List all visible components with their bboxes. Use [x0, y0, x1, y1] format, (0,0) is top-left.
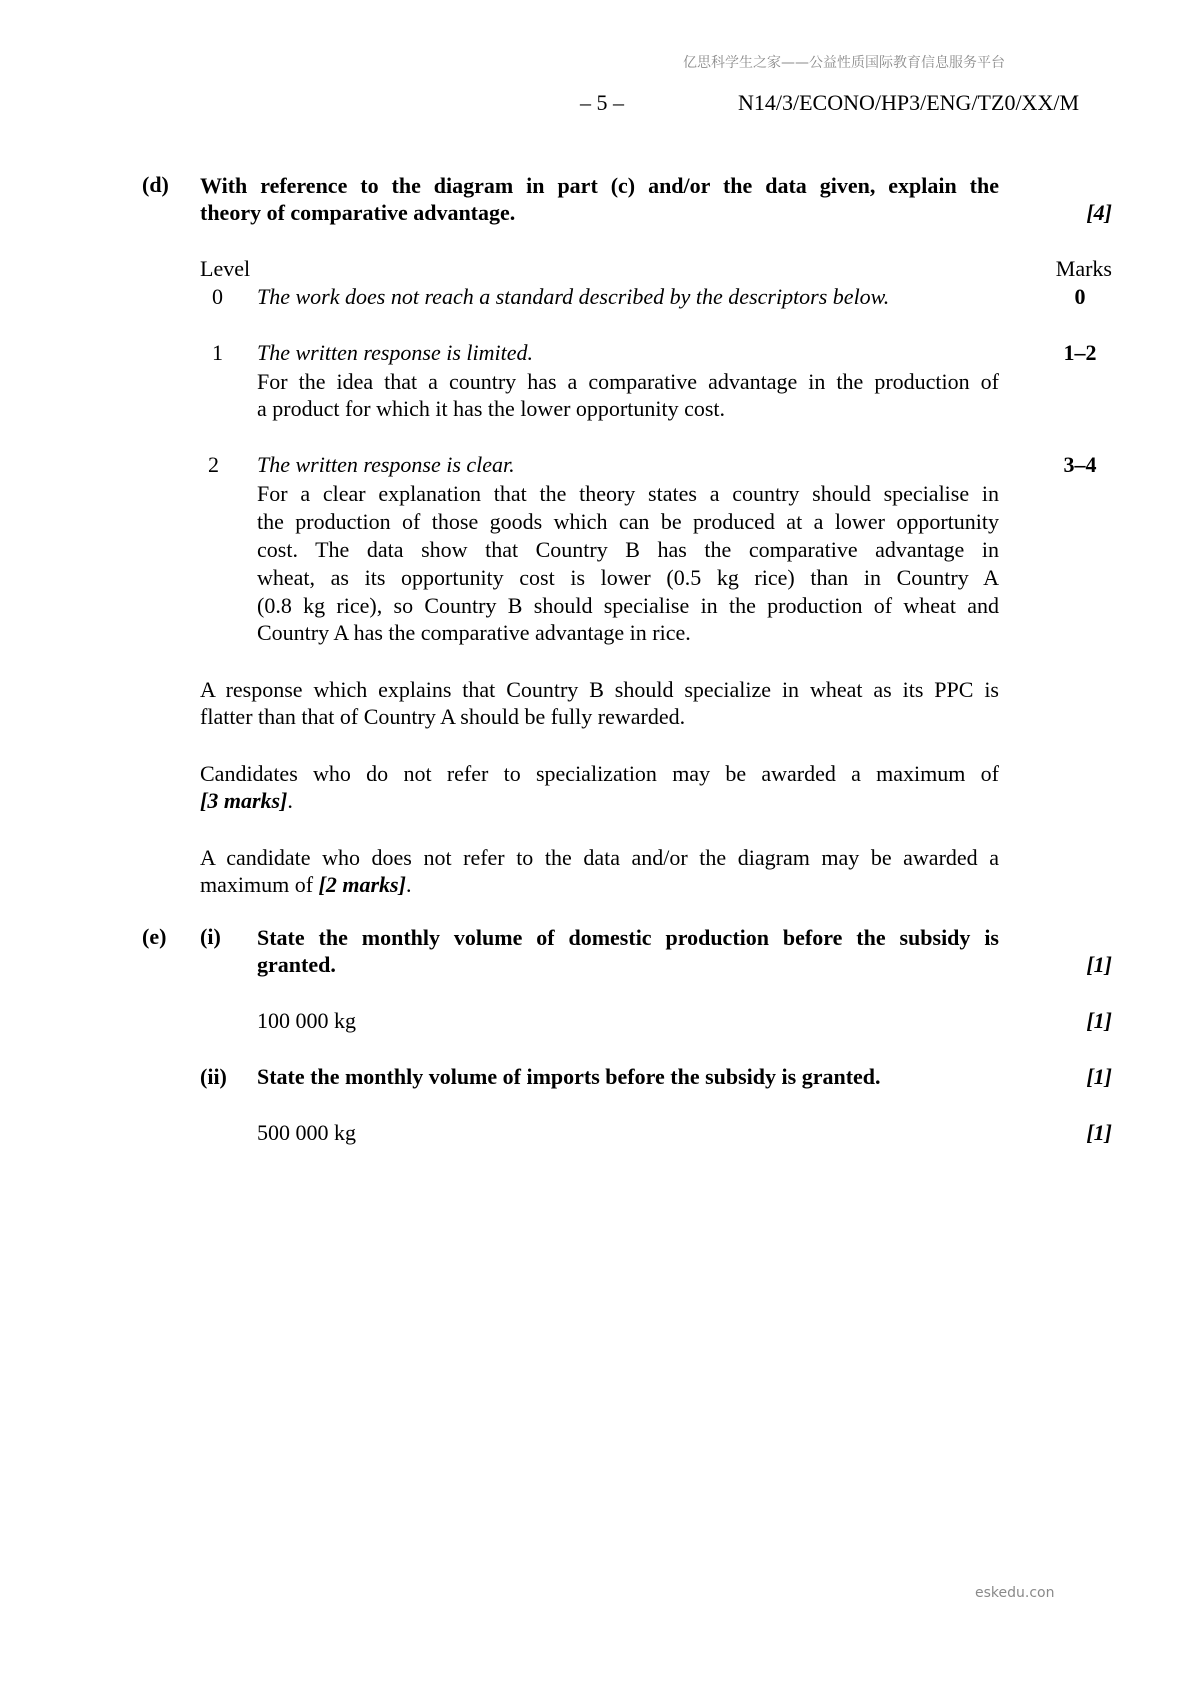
level-2-detail-line: cost. The data show that Country B has the comparative advantage in — [257, 537, 999, 562]
part-d-label: (d) — [142, 172, 169, 197]
part-e-ii-question: State the monthly volume of imports before the subsidy is granted. — [257, 1064, 881, 1089]
watermark-top: 亿思科学生之家——公益性质国际教育信息服务平台 — [683, 55, 1005, 71]
part-e-i-answer: 100 000 kg — [257, 1008, 356, 1033]
note-data-prefix: maximum of — [200, 872, 319, 897]
note-specialization-line: Candidates who do not refer to specialization may be awarded a maximum of — [200, 761, 999, 786]
level-0-number: 0 — [212, 284, 223, 309]
part-d-question-line2: theory of comparative advantage. — [200, 200, 516, 225]
level-1-number: 1 — [212, 340, 223, 365]
level-1-descriptor: The written response is limited. — [257, 340, 534, 365]
note-data-line: A candidate who does not refer to the data and/or the diagram may be awarded a — [200, 845, 999, 870]
part-e-label: (e) — [142, 924, 167, 949]
watermark-bottom: eskedu.con — [975, 1585, 1055, 1601]
max-marks-2: [2 marks] — [318, 872, 406, 897]
document-code: N14/3/ECONO/HP3/ENG/TZ0/XX/M — [738, 90, 1079, 115]
level-2-detail-line: wheat, as its opportunity cost is lower (0.5 kg rice) than in Country A — [257, 565, 999, 590]
note-period: . — [405, 872, 412, 897]
part-e-i-question-line1: State the monthly volume of domestic production before the subsidy is — [257, 925, 999, 950]
level-header: Level — [200, 256, 251, 281]
level-2-detail-line: For a clear explanation that the theory states a country should specialise in — [257, 481, 999, 506]
part-e-ii-answer-marks: [1] — [1086, 1120, 1112, 1145]
level-1-detail-line: a product for which it has the lower opportunity cost. — [257, 396, 726, 421]
level-2-detail-line: (0.8 kg rice), so Country B should specialise in the production of wheat and — [257, 593, 999, 618]
part-d-question-line1: With reference to the diagram in part (c) and/or the data given, explain the — [200, 173, 999, 198]
part-e-i-label: (i) — [200, 924, 221, 949]
part-e-i-answer-marks: [1] — [1086, 1008, 1112, 1033]
note-ppc-line: flatter than that of Country A should be fully rewarded. — [200, 704, 686, 729]
level-0-descriptor: The work does not reach a standard described by the descriptors below. — [257, 284, 890, 309]
part-e-ii-label: (ii) — [200, 1064, 227, 1089]
level-2-marks: 3–4 — [1063, 452, 1097, 477]
level-1-marks: 1–2 — [1063, 340, 1097, 365]
part-e-i-marks: [1] — [1086, 952, 1112, 977]
part-e-ii-answer: 500 000 kg — [257, 1120, 356, 1145]
level-2-number: 2 — [208, 452, 219, 477]
level-2-descriptor: The written response is clear. — [257, 452, 515, 477]
level-2-detail-line: the production of those goods which can be produced at a lower opportunity — [257, 509, 999, 534]
note-period: . — [287, 788, 293, 813]
note-ppc-line: A response which explains that Country B should specialize in wheat as its PPC is — [200, 677, 999, 702]
level-1-detail-line: For the idea that a country has a comparative advantage in the production of — [257, 369, 999, 394]
level-2-detail-line: Country A has the comparative advantage in rice. — [257, 620, 691, 645]
marks-header: Marks — [1055, 256, 1112, 281]
part-d-marks: [4] — [1086, 200, 1112, 225]
page-number: – 5 – — [580, 90, 624, 115]
part-e-i-question-line2: granted. — [257, 952, 336, 977]
note-specialization-marks — [200, 788, 293, 814]
level-0-marks: 0 — [1074, 284, 1086, 309]
part-e-ii-marks: [1] — [1086, 1064, 1112, 1089]
note-data-marks — [200, 872, 411, 898]
max-marks-3: [3 marks] — [200, 788, 288, 813]
